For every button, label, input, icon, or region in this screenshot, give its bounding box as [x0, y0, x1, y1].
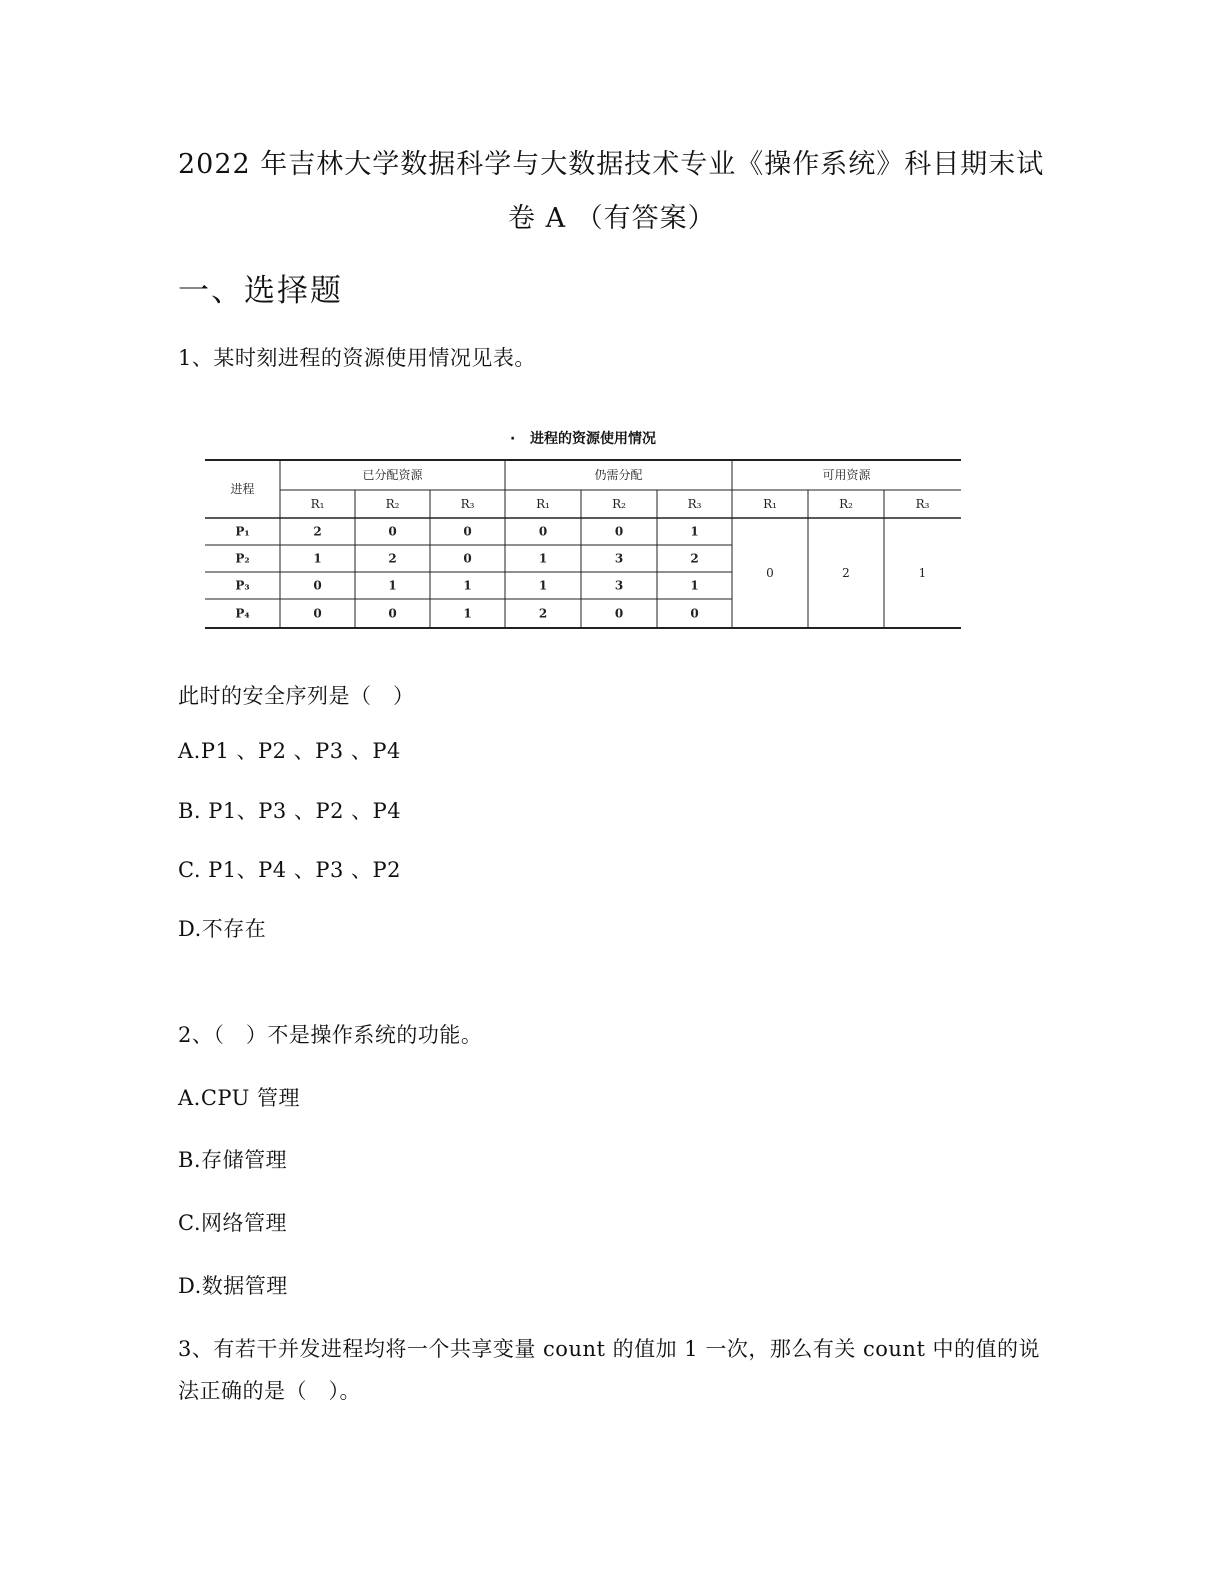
header-resource: R₁	[310, 497, 325, 511]
need-value: 1	[690, 524, 699, 539]
need-value: 1	[538, 578, 548, 593]
q2-option-a: A.CPU 管理	[178, 1086, 301, 1110]
alloc-value: 1	[313, 551, 322, 566]
caption-text: 进程的资源使用情况	[529, 431, 656, 447]
alloc-value: 1	[463, 606, 472, 621]
resource-table	[205, 428, 961, 634]
header-resource: R₂	[612, 497, 626, 511]
header-resource: R₁	[536, 497, 550, 511]
need-value: 0	[614, 524, 624, 539]
resource-table-grid	[205, 428, 961, 634]
header-process: 进程	[230, 482, 255, 496]
q1-option-b: B. P1、P3 、P2 、P4	[178, 799, 402, 823]
alloc-value: 0	[463, 551, 472, 566]
header-group: 可用资源	[822, 468, 871, 482]
doc-title-line1: 2022 年吉林大学数据科学与大数据技术专业《操作系统》科目期末试	[178, 149, 1045, 180]
q2-option-d: D.数据管理	[178, 1274, 288, 1298]
q1-option-a: A.P1 、P2 、P3 、P4	[178, 739, 401, 763]
available-value: 1	[918, 566, 927, 580]
q1-option-c: C. P1、P4 、P3 、P2	[178, 858, 401, 882]
header-group: 已分配资源	[362, 468, 423, 482]
question-3-stem-line1: 3、有若干并发进程均将一个共享变量 count 的值加 1 一次，那么有关 count 中的值的说	[178, 1337, 1041, 1361]
need-value: 2	[538, 606, 548, 621]
q2-option-c: C.网络管理	[178, 1211, 287, 1235]
alloc-value: 0	[388, 606, 397, 621]
available-value: 2	[842, 566, 850, 580]
available-value: 0	[766, 566, 774, 580]
process-name: P₂	[235, 551, 250, 566]
table-caption	[205, 428, 961, 448]
section-heading: 一、选择题	[178, 273, 343, 309]
alloc-value: 2	[313, 524, 322, 539]
header-resource: R₃	[915, 497, 930, 511]
question-3-stem-line2: 法正确的是（ ）。	[178, 1379, 361, 1403]
need-value: 1	[538, 551, 548, 566]
header-resource: R₃	[460, 497, 475, 511]
alloc-value: 2	[388, 551, 397, 566]
question-2-stem: 2、（ ）不是操作系统的功能。	[178, 1023, 483, 1047]
doc-title-line2: 卷 A （有答案）	[508, 203, 716, 234]
header-resource: R₂	[385, 497, 400, 511]
process-name: P₃	[235, 578, 250, 593]
need-value: 0	[690, 606, 699, 621]
alloc-value: 0	[313, 578, 322, 593]
header-resource: R₂	[839, 497, 853, 511]
question-1-stem: 1、某时刻进程的资源使用情况见表。	[178, 346, 536, 370]
q1-option-d: D.不存在	[178, 917, 267, 941]
need-value: 3	[614, 551, 624, 566]
q2-option-b: B.存储管理	[178, 1148, 288, 1172]
need-value: 1	[690, 578, 699, 593]
need-value: 0	[614, 606, 624, 621]
need-value: 2	[690, 551, 699, 566]
question-1-prompt: 此时的安全序列是（ ）	[178, 684, 415, 708]
alloc-value: 0	[463, 524, 472, 539]
need-value: 0	[538, 524, 548, 539]
header-resource: R₃	[687, 497, 702, 511]
caption-bullet: ·	[510, 431, 516, 447]
process-name: P₄	[235, 606, 250, 621]
process-name: P₁	[235, 524, 250, 539]
header-resource: R₁	[763, 497, 777, 511]
alloc-value: 0	[313, 606, 322, 621]
alloc-value: 0	[388, 524, 397, 539]
alloc-value: 1	[463, 578, 472, 593]
need-value: 3	[614, 578, 624, 593]
alloc-value: 1	[388, 578, 397, 593]
header-group: 仍需分配	[594, 468, 643, 482]
